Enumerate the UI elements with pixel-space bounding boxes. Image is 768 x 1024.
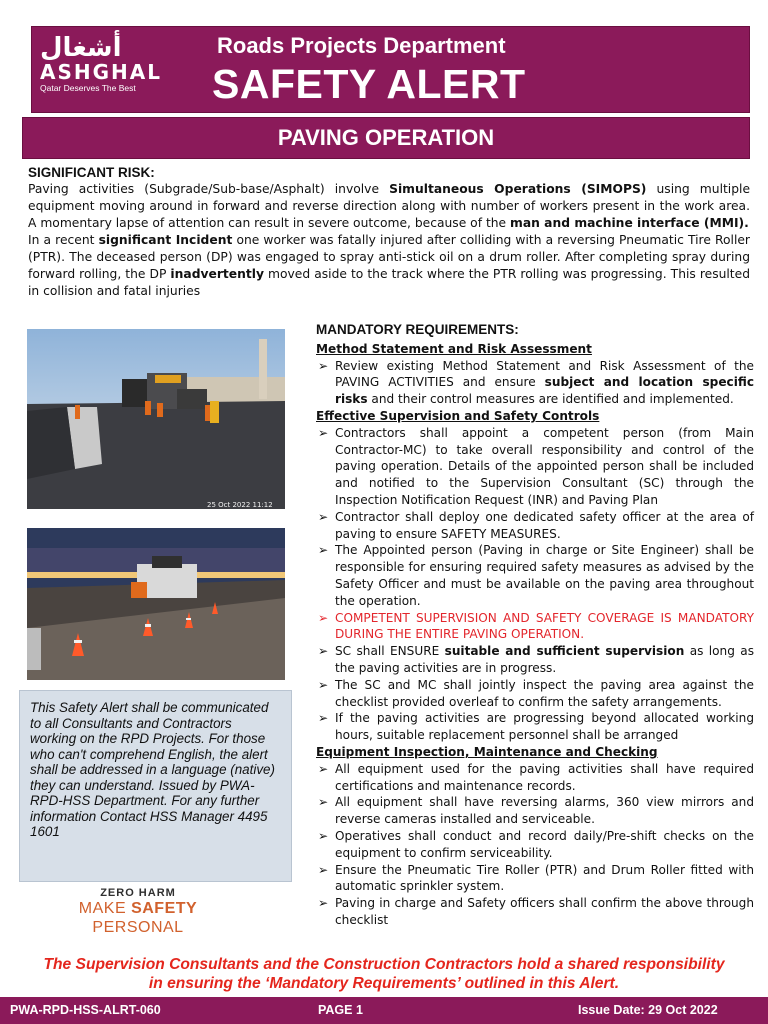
requirements-title: MANDATORY REQUIREMENTS: [316, 322, 519, 337]
arrow-bullet-icon: ➢ [318, 828, 329, 843]
text-run: All equipment used for the paving activities shall have required certifications and maintenance records. [335, 761, 754, 793]
text-run: moved aside to the track where the PTR rolling was progressing. This resulted in collision and fatal injuries [28, 267, 751, 298]
supervision-list [316, 425, 754, 744]
significant-risk-section [28, 164, 750, 300]
risk-heading: SIGNIFICANT RISK: [28, 165, 155, 180]
logo-brand: ASHGHAL [40, 60, 162, 84]
supervision-heading: Effective Supervision and Safety Controls [316, 408, 600, 423]
arrow-bullet-icon: ➢ [318, 543, 329, 558]
text-run: All equipment shall have reversing alarms, 360 view mirrors and reverse cameras installed and serviceable. [335, 795, 754, 827]
text-run: COMPETENT SUPERVISION AND SAFETY COVERAGE IS MANDATORY DURING THE ENTIRE PAVING OPERATION. [335, 610, 754, 642]
alert-reference: PWA-RPD-HSS-ALRT-060 [10, 1003, 161, 1017]
text-run: MAKE [78, 900, 132, 917]
method-statement-heading: Method Statement and Risk Assessment [316, 341, 592, 356]
text-run: and their control measures are identified and implemented. [367, 392, 734, 407]
text-run: The Appointed person (Paving in charge or Site Engineer) shall be responsible for ensuring required safety measures as advised by the Safety Officer and must be available on the paving area throughout the operation. [335, 543, 754, 608]
alert-subject: PAVING OPERATION [277, 125, 495, 150]
list-item [316, 761, 754, 795]
shared-responsibility-statement [0, 955, 768, 993]
list-item [316, 862, 754, 896]
text-run-bold: man and machine interface (MMI). [510, 216, 749, 230]
list-item [316, 677, 754, 711]
text-run: SC shall ENSURE [335, 644, 445, 659]
logo-arabic: أشغال [40, 33, 122, 63]
list-item-highlight [316, 610, 754, 644]
arrow-bullet-icon: ➢ [318, 358, 329, 373]
department-name: Roads Projects Department [217, 33, 506, 58]
alert-title: SAFETY ALERT [212, 61, 526, 107]
text-run: Contractors shall appoint a competent person (from Main Contractor-MC) to take overall responsibility and control of the paving operation. Details of the appointed person shall be included and notified to the Supervision Consultant (SC) through the Inspection Notification Request (INR) and Paving Plan [335, 425, 754, 507]
page-number: PAGE 1 [318, 1003, 363, 1017]
text-run: Operatives shall conduct and record daily/Pre-shift checks on the equipment to confirm serviceability. [335, 828, 754, 860]
text-run: one worker was fatally injured after colliding with a reversing Pneumatic Tire Roller (PTR). The deceased person (DP) was engaged to spray anti-stick oil on a drum roller. After completing spray during forward rolling, the DP [28, 233, 750, 281]
text-run: Ensure the Pneumatic Tire Roller (PTR) and Drum Roller fitted with automatic sprinkler system. [335, 862, 754, 894]
list-item [316, 710, 754, 744]
notice-text: This Safety Alert shall be communicated to all Consultants and Contractors working on the RPD Projects. For those who can't comprehend English, the alert shall be addressed in a language (native) they can understand. Issued by PWA- RPD-HSS Department. For any further information Contact HSS Manager 4495 1601 [30, 700, 275, 839]
photo-timestamp: 25 Oct 2022 11:12 [207, 501, 273, 509]
text-run: using multiple equipment moving around in forward and reverse direction along with number of workers present in the work area. A momentary lapse of attention can result in severe outcome, because of the [28, 182, 751, 230]
list-item [316, 358, 754, 408]
arrow-bullet-icon: ➢ [318, 795, 329, 810]
arrow-bullet-icon: ➢ [318, 896, 329, 911]
list-item [316, 794, 754, 828]
zero-harm-logo [48, 887, 228, 937]
issue-date: Issue Date: 29 Oct 2022 [578, 1003, 718, 1017]
arrow-bullet-icon: ➢ [318, 644, 329, 659]
paving-site-photo-night [27, 528, 285, 680]
text-run: Paving in charge and Safety officers shall confirm the above through checklist [335, 896, 754, 927]
text-run-bold: Simultaneous Operations (SIMOPS) [389, 182, 647, 196]
risk-paragraph-2 [28, 232, 750, 300]
arrow-bullet-icon: ➢ [318, 862, 329, 877]
text-run-bold: suitable and sufficient supervision [444, 644, 685, 659]
text-run: Review existing Method Statement and Risk Assessment of the PAVING ACTIVITIES and ensure [335, 358, 754, 390]
arrow-bullet-icon: ➢ [318, 610, 329, 625]
mandatory-requirements-section [316, 322, 754, 929]
equipment-heading: Equipment Inspection, Maintenance and Checking [316, 744, 658, 759]
text-run-bold: subject and location specific risks [335, 375, 754, 407]
method-statement-list [316, 358, 754, 408]
list-item [316, 828, 754, 862]
arrow-bullet-icon: ➢ [318, 509, 329, 524]
arrow-bullet-icon: ➢ [318, 761, 329, 776]
text-run-bold: SAFETY [131, 900, 198, 917]
list-item [316, 509, 754, 543]
logo-tagline: Qatar Deserves The Best [40, 83, 136, 93]
list-item [316, 643, 754, 677]
list-item [316, 895, 754, 929]
text-run: If the paving activities are progressing beyond allocated working hours, suitable replacement personnel shall be arranged [335, 711, 754, 743]
header-banner [31, 26, 750, 113]
text-run: Paving activities (Subgrade/Sub-base/Asphalt) involve [28, 182, 390, 196]
text-run-bold: inadvertently [170, 267, 264, 281]
risk-paragraph-1 [28, 181, 750, 232]
text-run: Contractor shall deploy one dedicated safety officer at the area of paving to ensure SAFETY MEASURES. [335, 509, 754, 541]
paving-site-photo-day [27, 329, 285, 509]
shared-line-1: The Supervision Consultants and the Construction Contractors hold a shared responsibility [43, 956, 725, 973]
personal-line: PERSONAL [92, 919, 184, 936]
footer-bar [0, 997, 768, 1024]
communication-notice-box [19, 690, 292, 882]
arrow-bullet-icon: ➢ [318, 677, 329, 692]
text-run: The SC and MC shall jointly inspect the paving area against the checklist provided overleaf to confirm the safety arrangements. [335, 677, 754, 709]
arrow-bullet-icon: ➢ [318, 425, 329, 440]
shared-line-2: in ensuring the ‘Mandatory Requirements’ outlined in this Alert. [148, 975, 620, 992]
text-run: In a recent [28, 233, 99, 247]
make-safety-line [48, 899, 228, 918]
zero-harm-line: ZERO HARM [100, 887, 176, 899]
text-run: as long as the paving activities are in progress. [335, 644, 754, 675]
ashghal-logo [40, 35, 160, 107]
list-item [316, 542, 754, 609]
text-run-bold: significant Incident [98, 233, 233, 247]
list-item [316, 425, 754, 509]
arrow-bullet-icon: ➢ [318, 711, 329, 726]
equipment-list [316, 761, 754, 929]
subject-bar [22, 117, 750, 159]
